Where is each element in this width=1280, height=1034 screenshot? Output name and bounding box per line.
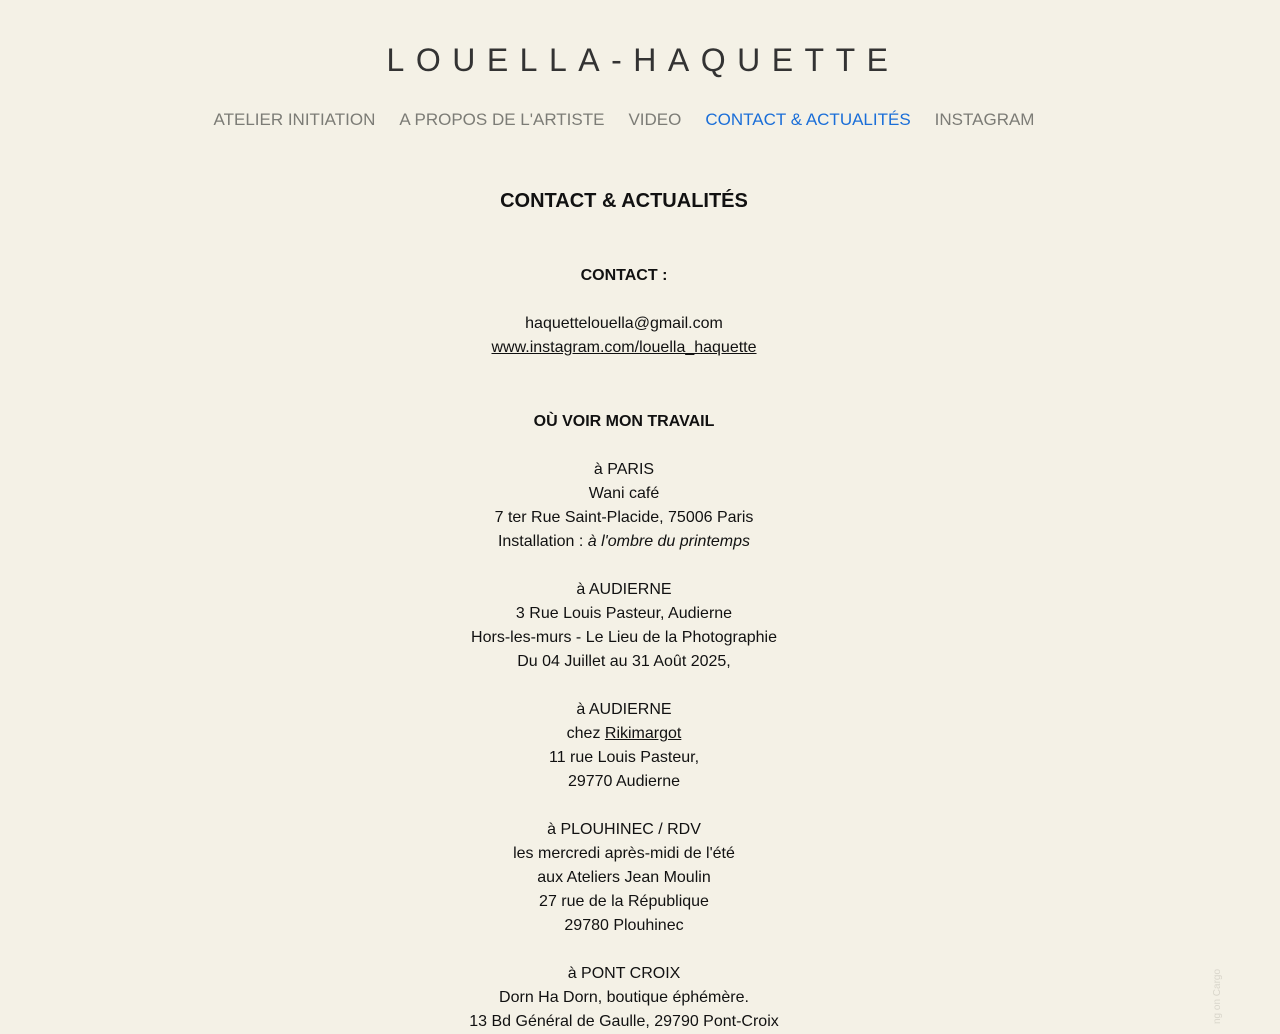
nav-item-a-propos[interactable]: A PROPOS DE L'ARTISTE <box>399 110 605 129</box>
audierne2-city: à AUDIERNE <box>576 701 672 718</box>
audierne2-street: 11 rue Louis Pasteur, <box>548 749 700 766</box>
audierne2-venue <box>0 722 1248 746</box>
nav-item-instagram[interactable]: INSTAGRAM <box>934 110 1035 129</box>
paris-installation <box>0 530 1248 554</box>
paris-venue: Wani café <box>588 485 660 502</box>
plouhinec-when: les mercredi après-midi de l'été <box>513 845 735 862</box>
contact-email[interactable]: haquettelouella@gmail.com <box>525 315 723 332</box>
nav-item-atelier-initiation[interactable]: ATELIER INITIATION <box>213 110 376 129</box>
paris-address: 7 ter Rue Saint-Placide, 75006 Paris <box>494 509 754 526</box>
installation-label: Installation : <box>497 533 588 550</box>
installation-title: à l'ombre du printemps <box>587 533 751 550</box>
plouhinec-venue: aux Ateliers Jean Moulin <box>537 869 711 886</box>
nav-item-video[interactable]: VIDEO <box>628 110 682 129</box>
where-title: OÙ VOIR MON TRAVAIL <box>533 413 715 430</box>
contact-title: CONTACT : <box>580 267 668 284</box>
audierne2-postal: 29770 Audierne <box>567 773 681 790</box>
paris-city: à PARIS <box>593 461 655 478</box>
instagram-link[interactable]: www.instagram.com/louella_haquette <box>491 339 757 356</box>
plouhinec-city: à PLOUHINEC / RDV <box>547 821 701 838</box>
cargo-badge[interactable]: ng on Cargo <box>1212 968 1223 1024</box>
pontcroix-address: 13 Bd Général de Gaulle, 29790 Pont-Croix <box>469 1013 779 1030</box>
pontcroix-city: à PONT CROIX <box>567 965 681 982</box>
pontcroix-venue: Dorn Ha Dorn, boutique éphémère. <box>499 989 749 1006</box>
rikimargot-link[interactable]: Rikimargot <box>604 725 682 742</box>
site-title[interactable]: LOUELLA-HAQUETTE <box>386 42 900 78</box>
nav-item-contact-actualites[interactable]: CONTACT & ACTUALITÉS <box>705 110 911 129</box>
audierne1-venue: Hors-les-murs - Le Lieu de la Photographie <box>471 629 777 646</box>
plouhinec-street: 27 rue de la République <box>539 893 709 910</box>
main-nav <box>0 110 1248 130</box>
page-heading: CONTACT & ACTUALITÉS <box>500 190 748 212</box>
page-content <box>0 188 1248 1034</box>
chez-label: chez <box>566 725 605 742</box>
audierne1-address: 3 Rue Louis Pasteur, Audierne <box>515 605 733 622</box>
audierne1-city: à AUDIERNE <box>576 581 672 598</box>
audierne1-dates: Du 04 Juillet au 31 Août 2025, <box>517 653 731 670</box>
plouhinec-postal: 29780 Plouhinec <box>564 917 684 934</box>
